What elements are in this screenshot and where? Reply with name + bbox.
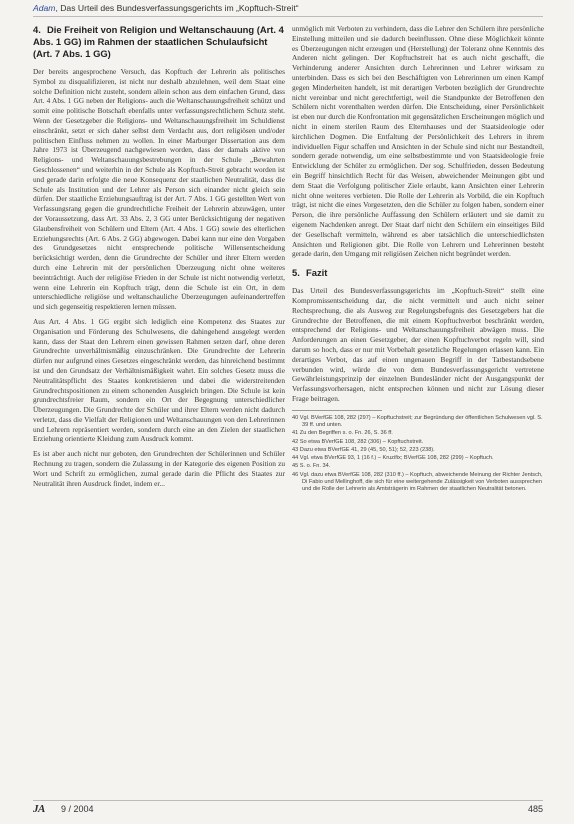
footnote: 46 Vgl. dazu etwa BVerfGE 108, 282 (310 ff.) – Kopftuch, abweichende Meinung der Richter Jentsch, Di Fabio und Mellinghoff, die sich für eine weitergehende Zulässigkeit von Verboten aussprechen und die Rolle der Lehrerin als Amtsträgerin im Rahmen der staatlichen Neutralität betonen. <box>292 471 543 493</box>
paragraph: Das Urteil des Bundesverfassungsgerichts im „Kopftuch-Streit“ stellt eine Kompromissentscheidung dar, die nicht vermittelt und auch nicht seiner Rechtsprechung, die als Ausweg zur Regelungsbefugnis des Gesetzgebers hat die Grundrechte der Betroffenen, die mit einem Kopftuchverbot beschränkt werden, entsprechend der Religions- und Weltanschauungsfreiheit abwägen muss. Die Anforderungen an einen Gesetzgeber, der einen Kopftuchverbot regeln will, sind darum so hoch, dass er nur mit Vorbehalt gesetzliche Regelungen erlassen kann. Ein derartiges Verbot, das auf einen ungenauen Begriff in der Tatbestandsebene verbunden wird, würde die von dem Bundesverfassungsgericht vertretene Gewährleistungsprinzip der einzelnen Bundesländer nicht der Ausgangspunkt der Verfassungsvorhersagen, nicht entsprechen können und nicht zur Lösung dieser Frage beitragen. <box>292 286 544 403</box>
footnote: 42 So etwa BVerfGE 108, 282 (306) – Kopftuchstreit. <box>292 438 424 445</box>
running-head-title: , Das Urteil des Bundesverfassungsgerichts im „Kopftuch-Streit“ <box>55 3 299 13</box>
right-column <box>292 24 544 495</box>
paragraph: Der bereits angesprochene Versuch, das Kopftuch der Lehrerin als politisches Symbol zu disqualifizieren, ist nicht nur deshalb abzulehnen, weil dem Staat eine solche Definition nicht zusteht, sondern allein schon aus dem einfachen Grund, dass Art. 4 Abs. 1 GG neben der Religions- auch die Weltanschauungsfreiheit schützt und somit eine politische Botschaft ebenfalls unter verfassungsrechtlichem Schutz steht. Wenn der Gesetzgeber die Religions- und Weltanschauungsfreiheit im Schuldienst einschränkt, setzt er sich daher selbst dem Verdacht aus, dort religiösen und/oder politischen Einfluss nehmen zu wollen. In einer Marburger Dissertation aus dem Jahre 1973 ist Überzeugend nachgewiesen worden, dass der damals aktive von Religions- und Weltanschauungsbestrebungen in der Schule „Bewahrten Geschlossenen“ und weiterhin in der Schule als Kopftuch-Streit gebracht worden ist und gerade darin erfolgte die neue Konsequenz der staatlichen Neutralität, dass die Schule als Institution und der Lehrer als Person sich einander nicht gleich sein dürfen. Der staatliche Erziehungsauftrag ist der Art. 7 Abs. 1 GG gestellten Wert von Verfassungsrang gegen die grundrechtliche Freiheit der Lehrerin abzuwägen, unter der Voraussetzung, dass Art. 33 Abs. 2, 3 GG unter Berücksichtigung der negativen Glaubensfreiheit von Schülern und Eltern (Art. 4 Abs. 1 GG) sowie des elterlichen Erziehungsrechts (Art. 6 Abs. 2 GG) abgewogen. Dabei kann nur eine den Vorgaben des Grundgesetzes nicht entsprechende politische Willensentscheidung berücksichtigt werden, denn die Grundrechte der Schüler und ihrer Eltern werden durch eine Lehrerin mit der persönlichen Überzeugung nicht ohne weiteres beeinträchtigt. Auch der religiöse Frieden in der Schule ist nicht notwendig verletzt, wenn eine Lehrerin ein Kopftuch trägt, denn die Schule ist ein Ort, in dem unterschiedliche religiöse und weltanschauliche Überzeugungen aufeinandertreffen und sich gegenseitig respektieren lernen müssen. <box>33 67 285 312</box>
paragraph: Es ist aber auch nicht nur geboten, den Grundrechten der Schülerinnen und Schüler Rechnung zu tragen, sondern die Zulassung in der Kategorie des eigenen Position zu Wort und Schrift zu ermöglichen, zumal gerade darin die Pflicht des Staates zur Neutralität ihren Ausdruck findet, indem er... <box>33 449 285 488</box>
footnote: 41 Zu den Begriffen s. o. Fn. 26, S. 36 ff. <box>292 430 393 437</box>
section-5-heading <box>292 267 544 279</box>
header-rule <box>33 16 543 17</box>
running-head-author: Adam <box>33 3 56 13</box>
journal-logo: JA <box>33 803 45 815</box>
section-4-title: Die Freiheit von Religion und Weltanschauung (Art. 4 Abs. 1 GG) im Rahmen der staatlichen Schulaufsicht (Art. 7 Abs. 1 GG) <box>33 24 284 59</box>
issue-number: 9 / 2004 <box>61 804 94 814</box>
section-5-number: 5. <box>292 267 300 279</box>
page-number: 485 <box>527 804 543 814</box>
section-4-number: 4. <box>33 24 41 35</box>
page-footer <box>33 800 543 815</box>
running-head <box>33 3 543 13</box>
footnote: 45 S. o. Fn. 34. <box>292 463 331 470</box>
footnote: 44 Vgl. etwa BVerfGE 93, 1 (16 f.) – Kruzifix; BVerfGE 108, 282 (299) – Kopftuch. <box>292 455 494 462</box>
footnote-rule <box>292 410 382 411</box>
paragraph: Aus Art. 4 Abs. 1 GG ergibt sich lediglich eine Kompetenz des Staates zur Organisation und Förderung des Schulwesens, die dahingehend ausgelegt werden kann, dass der Staat den Lehrern einen gewissen Rahmen setzen darf, ohne deren Grundrechte unverhältnismäßig einzuschränken. Die Grundrechte der Lehrerin dürfen nur aufgrund eines Gesetzes eingeschränkt werden, das hinreichend bestimmt ist und den Grundsatz der Verhältnismäßigkeit wahrt. Ein solches Gesetz muss die Neutralitätspflicht des Staates konkretisieren und dabei die widerstreitenden Grundrechtspositionen zu einem schonenden Ausgleich bringen. Die Schule ist kein grundrechtsfreier Raum, sondern ein Ort der Begegnung unterschiedlicher Überzeugungen. Die Grundrechte der Schüler und ihrer Eltern werden nicht dadurch verletzt, dass die Vielfalt der Religionen und Weltanschauungen von den Lehrerinnen und Lehrern repräsentiert werden, sondern durch eine an den Zielen der staatlichen Erziehung orientierte Kleidung zum Ausdruck kommt. <box>33 316 285 444</box>
section-5-title: Fazit <box>306 267 328 279</box>
footnote: 43 Dazu etwa BVerfGE 41, 29 (45, 50, 51); 52, 223 (238). <box>292 446 435 453</box>
footnote: 40 Vgl. BVerfGE 108, 282 (297) – Kopftuchstreit; zur Begründung der öffentlichen Schulwesen vgl. S. 39 ff. und unten. <box>292 414 543 428</box>
paragraph: unmöglich mit Verboten zu verhindern, dass die Lehrer den Schülern ihre persönliche Einstellung mitteilen und sie dadurch beeinflussen. Ohne diese Möglichkeit könnte es Überzeugungen nicht erzeugen und (Herstellung) der Toleranz ohne Kenntnis des Anderen nicht gelingen. Der Kopftuchstreit hat es auch nicht geschafft, die Verhinderung anderer Ansichten durch Lehrerinnen und Lehrer wirksam zu unterbinden. Dass es sich bei den Beschäftigten von Lehrerinnen um einen Kampf gegen Minderheiten handelt, ist mit derartigen Verboten bezüglich der Grundrechte nicht vereinbar und nicht gerechtfertigt, weil die Standpunkte der Betroffenen den Schülern nicht vorenthalten werden dürfen. Die Entscheidung, einer Persönlichkeit ist eben nur durch die Konfrontation mit gegensätzlichen Erscheinungen möglich und nicht in einem sterilen Raum des Elternhauses und der Staatsideologie oder kirchlichen Dogmen. Die Entfaltung der Persönlichkeit des Lehrers in ihrem individuellen Figur schaffen und Ansichten in der Schule sind nicht nur Bestandteil, sondern gerade notwendig, um eine selbstbestimmte und von Staatsideologie freie Entwicklung der Schüler zu ermöglichen. Der sog. Schulfrieden, dessen Bedeutung ein Begriff hinsichtlich Recht für das Weisen, abweichender Meinungen gibt und dem Staat die Verfolgung politischer Ziele erlaubt, kann Ansichten einer Lehrerin nicht ohne weiteres verbieten. Die Rolle der Lehrerin als Vorbild, die ein Kopftuch trägt, ist nicht die eines Vorgesetzten, den die Schüler zu folgen haben, sondern einer Person, die ihre persönliche Auffassung den Schülern erläutert und sie damit zu eigenem Nachdenken anregt. Der Staat darf nicht den Schülern ein einseitiges Bild der Gesellschaft vermitteln, während es aber tatsächlich die unterschiedlichsten Ansichten und Religionen gibt. Die Rolle von Lehrern und Lehrerinnen besteht gerade darin, den Umgang mit religiösen Zeichen nicht begründet werden. <box>292 24 544 259</box>
left-column <box>33 24 285 493</box>
section-4-heading <box>33 24 285 60</box>
